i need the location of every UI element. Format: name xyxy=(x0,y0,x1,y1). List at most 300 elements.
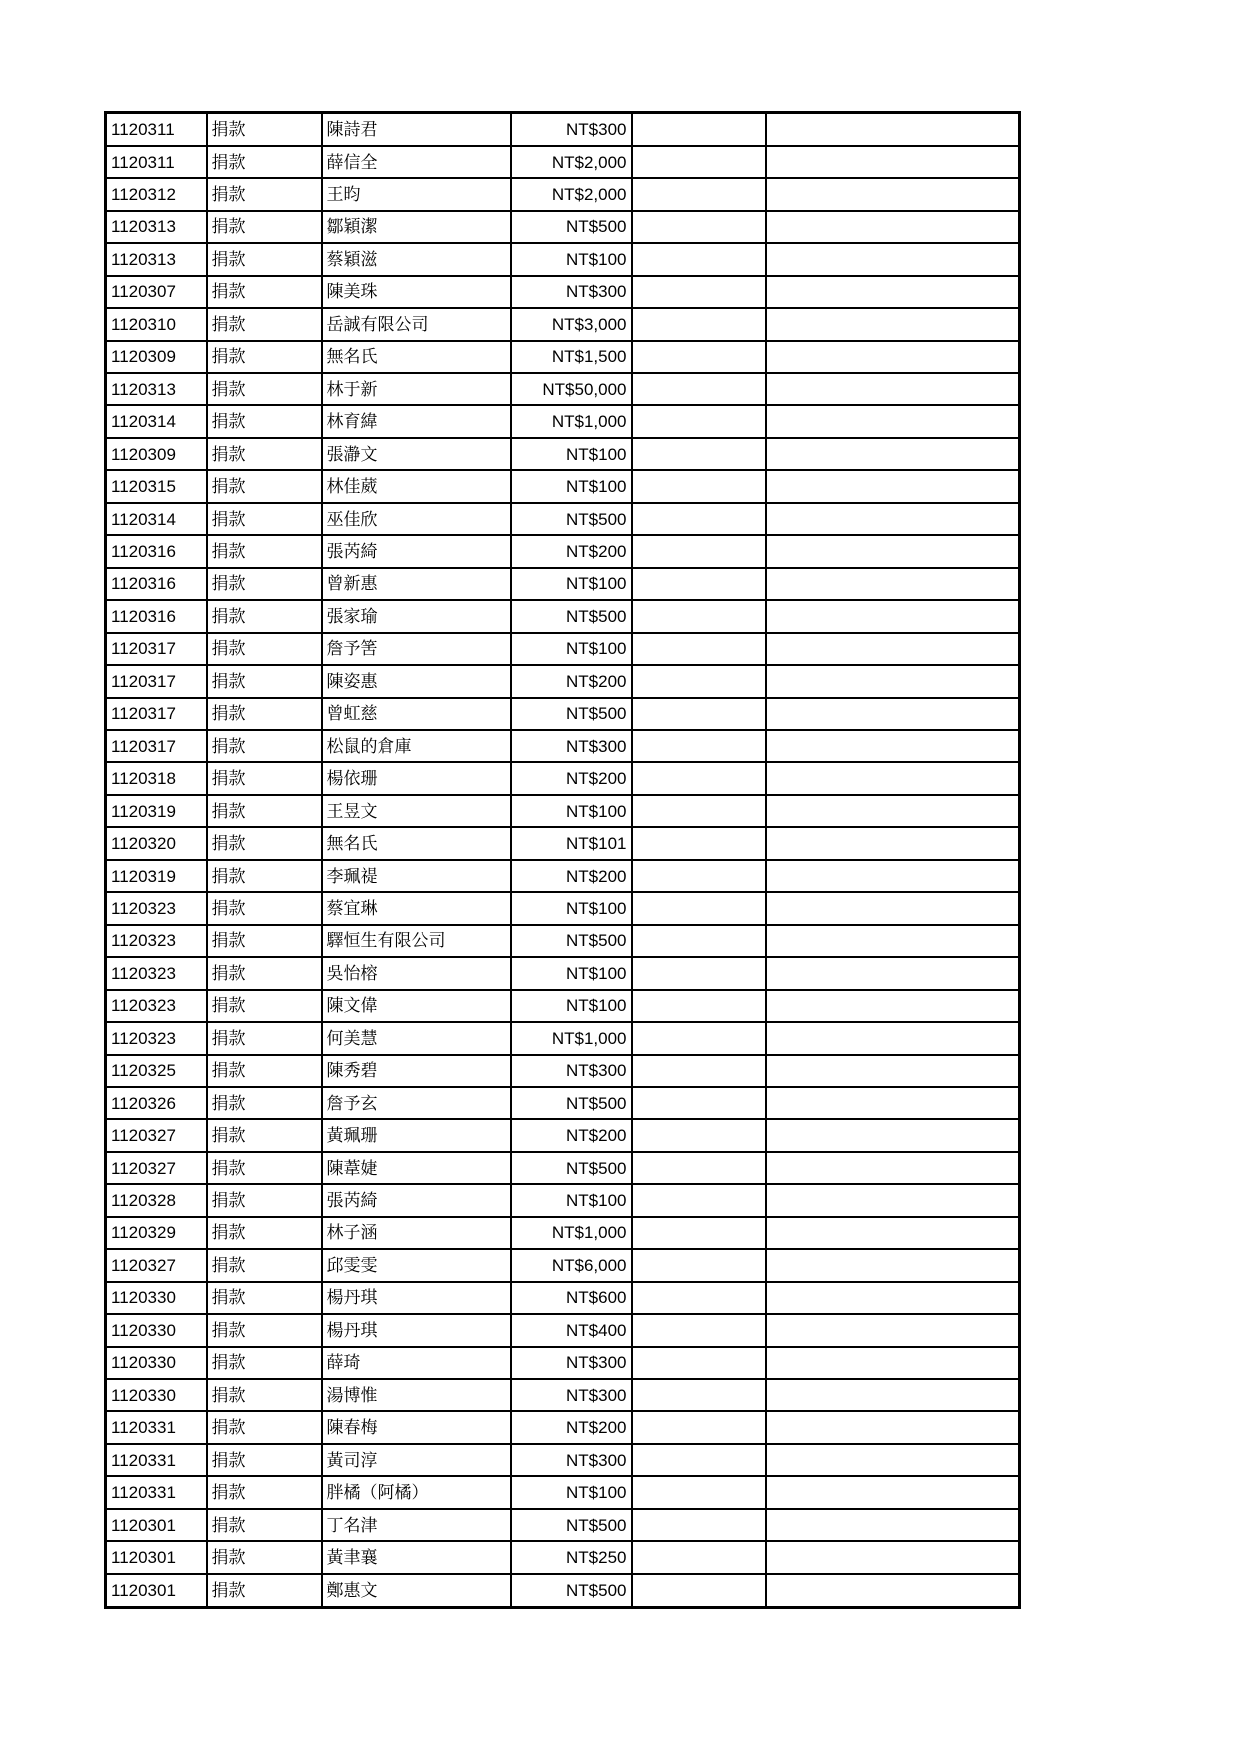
cell-empty-2 xyxy=(766,1119,1020,1151)
cell-empty-2 xyxy=(766,1217,1020,1249)
cell-amount: NT$500 xyxy=(511,600,632,632)
cell-category: 捐款 xyxy=(207,276,322,308)
cell-amount: NT$1,000 xyxy=(511,1217,632,1249)
cell-category: 捐款 xyxy=(207,1314,322,1346)
cell-donor-name: 蔡宜琳 xyxy=(322,892,511,924)
cell-empty-2 xyxy=(766,1541,1020,1573)
cell-date-code: 1120323 xyxy=(106,957,207,989)
cell-amount: NT$100 xyxy=(511,633,632,665)
cell-date-code: 1120327 xyxy=(106,1249,207,1281)
cell-empty-1 xyxy=(632,276,766,308)
cell-date-code: 1120301 xyxy=(106,1541,207,1573)
cell-donor-name: 黃珮珊 xyxy=(322,1119,511,1151)
cell-donor-name: 李珮禔 xyxy=(322,860,511,892)
cell-donor-name: 岳誠有限公司 xyxy=(322,308,511,340)
cell-category: 捐款 xyxy=(207,1541,322,1573)
cell-amount: NT$100 xyxy=(511,568,632,600)
cell-empty-2 xyxy=(766,178,1020,210)
table-row xyxy=(106,1119,1020,1151)
cell-empty-1 xyxy=(632,1509,766,1541)
cell-donor-name: 詹予玄 xyxy=(322,1087,511,1119)
table-row xyxy=(106,925,1020,957)
table-row xyxy=(106,1087,1020,1119)
cell-empty-2 xyxy=(766,957,1020,989)
cell-category: 捐款 xyxy=(207,1249,322,1281)
cell-amount: NT$300 xyxy=(511,1347,632,1379)
cell-amount: NT$100 xyxy=(511,957,632,989)
cell-category: 捐款 xyxy=(207,827,322,859)
table-row xyxy=(106,1411,1020,1443)
table-row xyxy=(106,308,1020,340)
cell-amount: NT$6,000 xyxy=(511,1249,632,1281)
cell-date-code: 1120313 xyxy=(106,243,207,275)
cell-date-code: 1120317 xyxy=(106,730,207,762)
table-row xyxy=(106,1444,1020,1476)
cell-date-code: 1120330 xyxy=(106,1379,207,1411)
table-row xyxy=(106,178,1020,210)
cell-donor-name: 詹予筈 xyxy=(322,633,511,665)
cell-category: 捐款 xyxy=(207,503,322,535)
cell-date-code: 1120323 xyxy=(106,892,207,924)
cell-empty-2 xyxy=(766,1509,1020,1541)
cell-amount: NT$100 xyxy=(511,438,632,470)
cell-empty-1 xyxy=(632,633,766,665)
cell-amount: NT$100 xyxy=(511,470,632,502)
cell-date-code: 1120326 xyxy=(106,1087,207,1119)
table-row xyxy=(106,211,1020,243)
cell-amount: NT$100 xyxy=(511,1476,632,1508)
cell-amount: NT$200 xyxy=(511,1411,632,1443)
cell-category: 捐款 xyxy=(207,1055,322,1087)
cell-empty-1 xyxy=(632,178,766,210)
cell-category: 捐款 xyxy=(207,665,322,697)
cell-empty-1 xyxy=(632,146,766,178)
table-row xyxy=(106,1152,1020,1184)
cell-donor-name: 松鼠的倉庫 xyxy=(322,730,511,762)
cell-donor-name: 楊依珊 xyxy=(322,762,511,794)
cell-date-code: 1120319 xyxy=(106,860,207,892)
table-row xyxy=(106,892,1020,924)
cell-empty-1 xyxy=(632,1476,766,1508)
cell-donor-name: 驛恒生有限公司 xyxy=(322,925,511,957)
cell-empty-2 xyxy=(766,698,1020,730)
cell-date-code: 1120317 xyxy=(106,698,207,730)
cell-date-code: 1120316 xyxy=(106,535,207,567)
table-row xyxy=(106,438,1020,470)
cell-category: 捐款 xyxy=(207,762,322,794)
table-row xyxy=(106,1184,1020,1216)
cell-date-code: 1120318 xyxy=(106,762,207,794)
cell-empty-1 xyxy=(632,1087,766,1119)
donation-ledger-table xyxy=(104,111,1021,1609)
cell-amount: NT$200 xyxy=(511,860,632,892)
table-row xyxy=(106,1541,1020,1573)
cell-category: 捐款 xyxy=(207,1476,322,1508)
cell-empty-1 xyxy=(632,535,766,567)
cell-date-code: 1120327 xyxy=(106,1152,207,1184)
cell-empty-1 xyxy=(632,665,766,697)
cell-empty-1 xyxy=(632,568,766,600)
cell-donor-name: 張芮綺 xyxy=(322,535,511,567)
cell-donor-name: 薛信全 xyxy=(322,146,511,178)
cell-empty-1 xyxy=(632,1022,766,1054)
table-row xyxy=(106,276,1020,308)
cell-empty-2 xyxy=(766,1379,1020,1411)
cell-date-code: 1120311 xyxy=(106,146,207,178)
cell-date-code: 1120320 xyxy=(106,827,207,859)
cell-date-code: 1120330 xyxy=(106,1282,207,1314)
cell-date-code: 1120325 xyxy=(106,1055,207,1087)
table-row xyxy=(106,405,1020,437)
cell-donor-name: 王昀 xyxy=(322,178,511,210)
table-row xyxy=(106,1282,1020,1314)
cell-amount: NT$500 xyxy=(511,1087,632,1119)
cell-empty-2 xyxy=(766,892,1020,924)
table-body xyxy=(106,113,1020,1608)
cell-empty-1 xyxy=(632,503,766,535)
cell-donor-name: 湯博惟 xyxy=(322,1379,511,1411)
cell-amount: NT$1,000 xyxy=(511,405,632,437)
cell-category: 捐款 xyxy=(207,113,322,146)
cell-category: 捐款 xyxy=(207,1509,322,1541)
cell-empty-1 xyxy=(632,827,766,859)
cell-donor-name: 薛琦 xyxy=(322,1347,511,1379)
cell-date-code: 1120312 xyxy=(106,178,207,210)
cell-empty-1 xyxy=(632,470,766,502)
table-row xyxy=(106,1055,1020,1087)
cell-donor-name: 陳詩君 xyxy=(322,113,511,146)
cell-empty-1 xyxy=(632,795,766,827)
cell-empty-2 xyxy=(766,568,1020,600)
cell-donor-name: 胖橘（阿橘） xyxy=(322,1476,511,1508)
table-row xyxy=(106,373,1020,405)
table-row xyxy=(106,698,1020,730)
cell-empty-1 xyxy=(632,243,766,275)
cell-date-code: 1120331 xyxy=(106,1444,207,1476)
cell-empty-1 xyxy=(632,990,766,1022)
cell-amount: NT$500 xyxy=(511,503,632,535)
table-row xyxy=(106,762,1020,794)
cell-date-code: 1120329 xyxy=(106,1217,207,1249)
cell-date-code: 1120309 xyxy=(106,438,207,470)
table-row xyxy=(106,146,1020,178)
table-row xyxy=(106,1509,1020,1541)
cell-empty-1 xyxy=(632,1574,766,1608)
cell-category: 捐款 xyxy=(207,1022,322,1054)
cell-amount: NT$300 xyxy=(511,1444,632,1476)
table-row xyxy=(106,730,1020,762)
cell-category: 捐款 xyxy=(207,243,322,275)
cell-date-code: 1120331 xyxy=(106,1476,207,1508)
cell-empty-2 xyxy=(766,308,1020,340)
cell-empty-2 xyxy=(766,1444,1020,1476)
cell-donor-name: 曾新惠 xyxy=(322,568,511,600)
cell-empty-1 xyxy=(632,730,766,762)
cell-amount: NT$200 xyxy=(511,535,632,567)
cell-date-code: 1120313 xyxy=(106,211,207,243)
cell-empty-2 xyxy=(766,990,1020,1022)
cell-date-code: 1120317 xyxy=(106,665,207,697)
table-row xyxy=(106,600,1020,632)
cell-empty-2 xyxy=(766,1476,1020,1508)
cell-donor-name: 張瀞文 xyxy=(322,438,511,470)
cell-category: 捐款 xyxy=(207,1184,322,1216)
cell-amount: NT$300 xyxy=(511,276,632,308)
cell-date-code: 1120327 xyxy=(106,1119,207,1151)
cell-category: 捐款 xyxy=(207,308,322,340)
cell-empty-2 xyxy=(766,827,1020,859)
cell-category: 捐款 xyxy=(207,1379,322,1411)
cell-date-code: 1120315 xyxy=(106,470,207,502)
cell-empty-2 xyxy=(766,146,1020,178)
cell-date-code: 1120316 xyxy=(106,600,207,632)
cell-donor-name: 丁名津 xyxy=(322,1509,511,1541)
cell-donor-name: 林子涵 xyxy=(322,1217,511,1249)
cell-date-code: 1120314 xyxy=(106,405,207,437)
cell-empty-1 xyxy=(632,308,766,340)
cell-amount: NT$200 xyxy=(511,665,632,697)
cell-empty-1 xyxy=(632,1379,766,1411)
cell-empty-1 xyxy=(632,438,766,470)
cell-date-code: 1120330 xyxy=(106,1314,207,1346)
cell-category: 捐款 xyxy=(207,1411,322,1443)
cell-donor-name: 陳秀碧 xyxy=(322,1055,511,1087)
cell-empty-2 xyxy=(766,1574,1020,1608)
cell-empty-1 xyxy=(632,1444,766,1476)
table-row xyxy=(106,1314,1020,1346)
cell-date-code: 1120323 xyxy=(106,1022,207,1054)
cell-donor-name: 邱雯雯 xyxy=(322,1249,511,1281)
cell-amount: NT$100 xyxy=(511,795,632,827)
cell-donor-name: 張家瑜 xyxy=(322,600,511,632)
cell-amount: NT$300 xyxy=(511,730,632,762)
cell-empty-2 xyxy=(766,405,1020,437)
cell-empty-1 xyxy=(632,1152,766,1184)
cell-empty-2 xyxy=(766,1152,1020,1184)
table-row xyxy=(106,1347,1020,1379)
cell-amount: NT$600 xyxy=(511,1282,632,1314)
cell-empty-2 xyxy=(766,341,1020,373)
cell-donor-name: 林佳葳 xyxy=(322,470,511,502)
table-row xyxy=(106,535,1020,567)
cell-category: 捐款 xyxy=(207,1152,322,1184)
cell-empty-1 xyxy=(632,113,766,146)
cell-category: 捐款 xyxy=(207,1282,322,1314)
cell-empty-2 xyxy=(766,1184,1020,1216)
cell-amount: NT$500 xyxy=(511,211,632,243)
cell-donor-name: 楊丹琪 xyxy=(322,1314,511,1346)
cell-category: 捐款 xyxy=(207,438,322,470)
cell-amount: NT$400 xyxy=(511,1314,632,1346)
cell-amount: NT$500 xyxy=(511,925,632,957)
cell-empty-2 xyxy=(766,1249,1020,1281)
cell-empty-1 xyxy=(632,1347,766,1379)
cell-empty-2 xyxy=(766,470,1020,502)
table-row xyxy=(106,990,1020,1022)
cell-category: 捐款 xyxy=(207,373,322,405)
cell-empty-1 xyxy=(632,600,766,632)
cell-empty-2 xyxy=(766,243,1020,275)
cell-empty-2 xyxy=(766,600,1020,632)
cell-empty-2 xyxy=(766,113,1020,146)
cell-empty-1 xyxy=(632,373,766,405)
table-row xyxy=(106,1476,1020,1508)
cell-category: 捐款 xyxy=(207,1087,322,1119)
cell-empty-2 xyxy=(766,1282,1020,1314)
cell-category: 捐款 xyxy=(207,1574,322,1608)
cell-empty-1 xyxy=(632,1314,766,1346)
cell-donor-name: 陳春梅 xyxy=(322,1411,511,1443)
cell-donor-name: 鄭惠文 xyxy=(322,1574,511,1608)
cell-date-code: 1120319 xyxy=(106,795,207,827)
cell-amount: NT$300 xyxy=(511,1055,632,1087)
table-row xyxy=(106,503,1020,535)
cell-amount: NT$100 xyxy=(511,243,632,275)
cell-category: 捐款 xyxy=(207,957,322,989)
cell-date-code: 1120317 xyxy=(106,633,207,665)
cell-donor-name: 王昱文 xyxy=(322,795,511,827)
cell-donor-name: 鄒穎潔 xyxy=(322,211,511,243)
cell-date-code: 1120330 xyxy=(106,1347,207,1379)
cell-donor-name: 吳怡榕 xyxy=(322,957,511,989)
cell-category: 捐款 xyxy=(207,146,322,178)
cell-category: 捐款 xyxy=(207,795,322,827)
cell-category: 捐款 xyxy=(207,1444,322,1476)
cell-amount: NT$100 xyxy=(511,1184,632,1216)
cell-empty-1 xyxy=(632,1217,766,1249)
cell-donor-name: 黃司淳 xyxy=(322,1444,511,1476)
cell-empty-2 xyxy=(766,211,1020,243)
cell-amount: NT$3,000 xyxy=(511,308,632,340)
cell-empty-2 xyxy=(766,762,1020,794)
cell-empty-1 xyxy=(632,341,766,373)
cell-empty-2 xyxy=(766,730,1020,762)
cell-date-code: 1120301 xyxy=(106,1574,207,1608)
cell-empty-2 xyxy=(766,860,1020,892)
cell-empty-1 xyxy=(632,1411,766,1443)
cell-amount: NT$101 xyxy=(511,827,632,859)
cell-empty-1 xyxy=(632,925,766,957)
cell-donor-name: 曾虹慈 xyxy=(322,698,511,730)
cell-donor-name: 何美慧 xyxy=(322,1022,511,1054)
cell-empty-2 xyxy=(766,665,1020,697)
cell-empty-1 xyxy=(632,892,766,924)
cell-empty-1 xyxy=(632,762,766,794)
cell-category: 捐款 xyxy=(207,1217,322,1249)
cell-category: 捐款 xyxy=(207,892,322,924)
cell-empty-2 xyxy=(766,633,1020,665)
cell-date-code: 1120310 xyxy=(106,308,207,340)
cell-date-code: 1120309 xyxy=(106,341,207,373)
cell-category: 捐款 xyxy=(207,470,322,502)
table-row xyxy=(106,957,1020,989)
cell-date-code: 1120307 xyxy=(106,276,207,308)
table-row xyxy=(106,1022,1020,1054)
cell-empty-2 xyxy=(766,373,1020,405)
table-row xyxy=(106,1249,1020,1281)
cell-empty-1 xyxy=(632,698,766,730)
cell-empty-1 xyxy=(632,957,766,989)
cell-amount: NT$500 xyxy=(511,1509,632,1541)
cell-donor-name: 蔡穎滋 xyxy=(322,243,511,275)
cell-donor-name: 巫佳欣 xyxy=(322,503,511,535)
cell-amount: NT$200 xyxy=(511,1119,632,1151)
cell-empty-1 xyxy=(632,1055,766,1087)
cell-category: 捐款 xyxy=(207,990,322,1022)
cell-donor-name: 張芮綺 xyxy=(322,1184,511,1216)
cell-amount: NT$500 xyxy=(511,698,632,730)
cell-category: 捐款 xyxy=(207,860,322,892)
cell-date-code: 1120314 xyxy=(106,503,207,535)
cell-date-code: 1120323 xyxy=(106,990,207,1022)
cell-category: 捐款 xyxy=(207,730,322,762)
cell-category: 捐款 xyxy=(207,405,322,437)
table-row xyxy=(106,1379,1020,1411)
cell-amount: NT$100 xyxy=(511,892,632,924)
cell-date-code: 1120323 xyxy=(106,925,207,957)
cell-amount: NT$1,000 xyxy=(511,1022,632,1054)
cell-category: 捐款 xyxy=(207,341,322,373)
table-row xyxy=(106,113,1020,146)
cell-empty-1 xyxy=(632,860,766,892)
cell-category: 捐款 xyxy=(207,1347,322,1379)
cell-date-code: 1120313 xyxy=(106,373,207,405)
cell-amount: NT$2,000 xyxy=(511,146,632,178)
cell-amount: NT$500 xyxy=(511,1152,632,1184)
cell-donor-name: 陳姿惠 xyxy=(322,665,511,697)
table-row xyxy=(106,243,1020,275)
cell-empty-1 xyxy=(632,211,766,243)
cell-category: 捐款 xyxy=(207,211,322,243)
cell-amount: NT$250 xyxy=(511,1541,632,1573)
cell-category: 捐款 xyxy=(207,633,322,665)
cell-donor-name: 無名氏 xyxy=(322,827,511,859)
table-row xyxy=(106,633,1020,665)
cell-amount: NT$50,000 xyxy=(511,373,632,405)
cell-donor-name: 陳文偉 xyxy=(322,990,511,1022)
cell-donor-name: 陳葦婕 xyxy=(322,1152,511,1184)
cell-empty-2 xyxy=(766,1314,1020,1346)
table-row xyxy=(106,1574,1020,1608)
cell-date-code: 1120316 xyxy=(106,568,207,600)
cell-empty-1 xyxy=(632,1119,766,1151)
cell-donor-name: 林于新 xyxy=(322,373,511,405)
cell-empty-2 xyxy=(766,1087,1020,1119)
cell-empty-1 xyxy=(632,405,766,437)
table-row xyxy=(106,341,1020,373)
cell-date-code: 1120311 xyxy=(106,113,207,146)
cell-empty-1 xyxy=(632,1249,766,1281)
table-row xyxy=(106,860,1020,892)
cell-donor-name: 楊丹琪 xyxy=(322,1282,511,1314)
cell-empty-2 xyxy=(766,276,1020,308)
cell-empty-2 xyxy=(766,795,1020,827)
cell-empty-2 xyxy=(766,1022,1020,1054)
cell-amount: NT$100 xyxy=(511,990,632,1022)
cell-date-code: 1120328 xyxy=(106,1184,207,1216)
cell-empty-2 xyxy=(766,535,1020,567)
table-row xyxy=(106,795,1020,827)
cell-empty-2 xyxy=(766,503,1020,535)
cell-donor-name: 黃聿襄 xyxy=(322,1541,511,1573)
cell-category: 捐款 xyxy=(207,1119,322,1151)
cell-amount: NT$300 xyxy=(511,1379,632,1411)
cell-amount: NT$1,500 xyxy=(511,341,632,373)
cell-category: 捐款 xyxy=(207,698,322,730)
cell-empty-2 xyxy=(766,925,1020,957)
cell-empty-2 xyxy=(766,1347,1020,1379)
table-row xyxy=(106,1217,1020,1249)
